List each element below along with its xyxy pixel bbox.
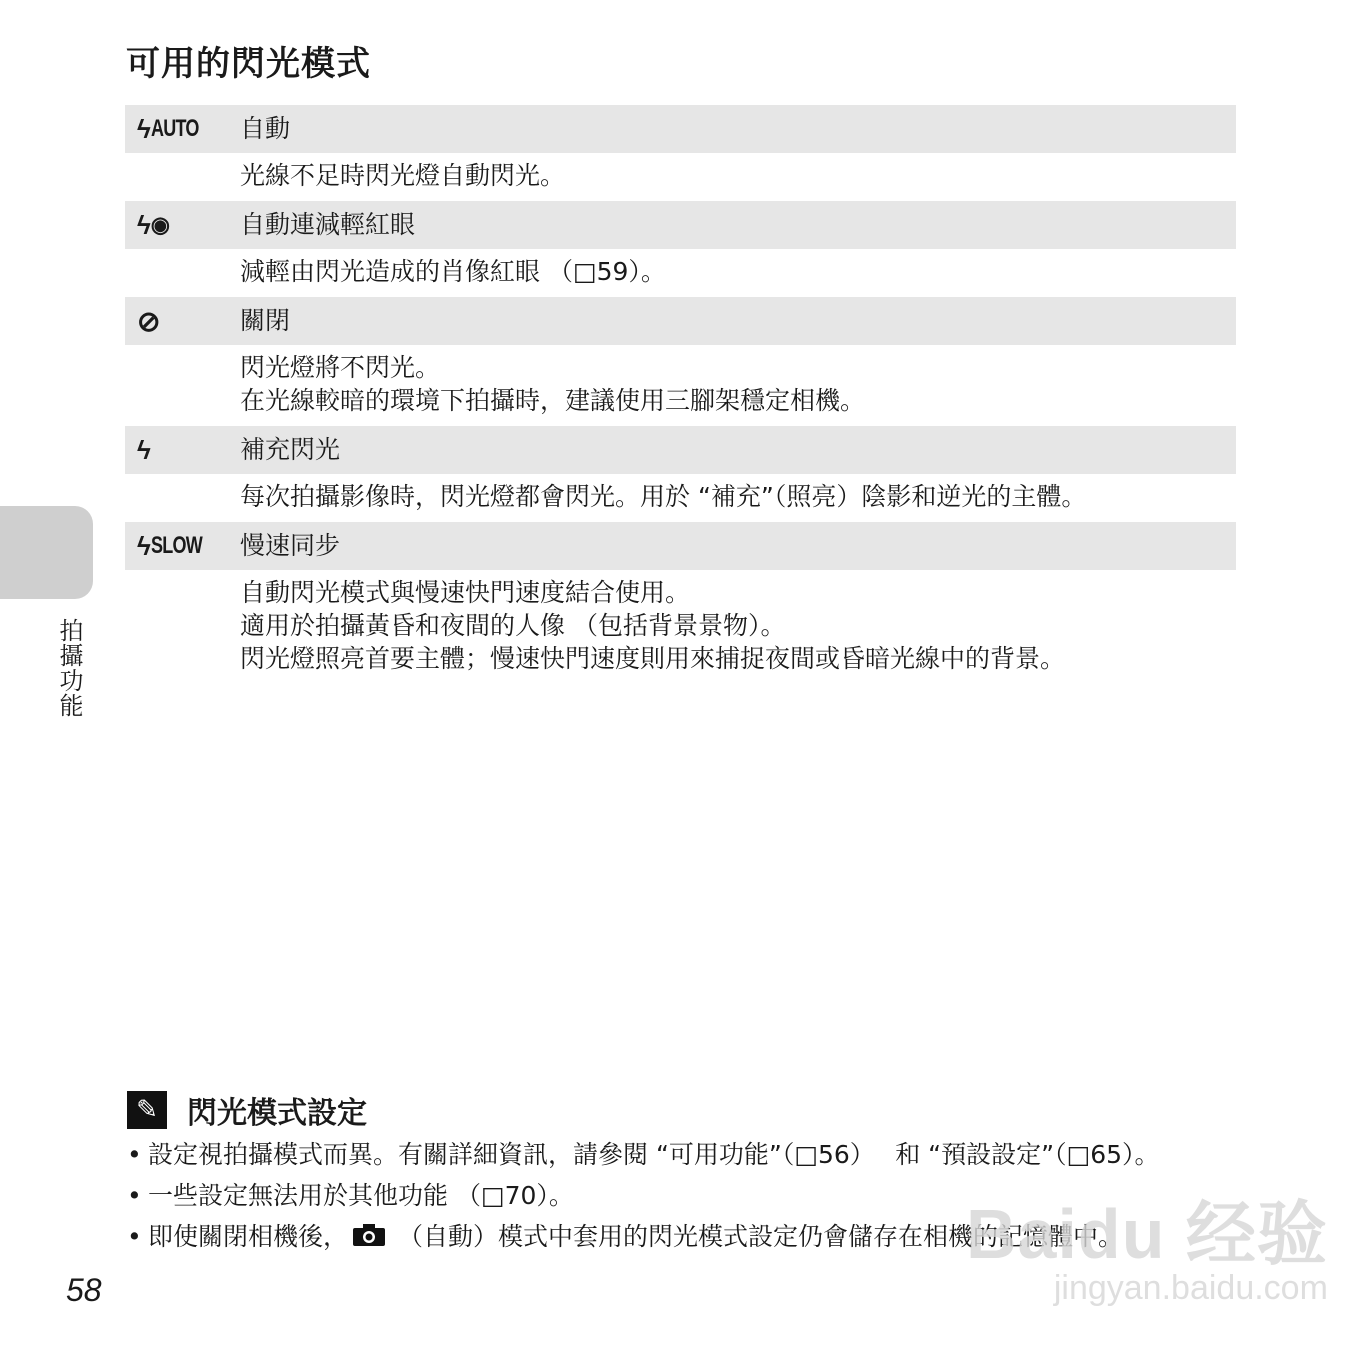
chapter-tab	[0, 506, 93, 599]
mode-row-auto	[125, 105, 1236, 201]
mode-header	[125, 297, 1236, 345]
note-pencil-icon: ✎	[127, 1091, 167, 1129]
page-title: 可用的閃光模式	[126, 44, 371, 84]
flash-fill-icon: ϟ	[137, 434, 150, 465]
mode-name: 自動	[240, 114, 291, 143]
mode-header	[125, 201, 1236, 249]
flash-auto-icon: ϟ AUTO	[137, 113, 199, 144]
mode-row-slow-sync	[125, 522, 1236, 684]
mode-description: 光線不足時閃光燈自動閃光。	[240, 161, 566, 190]
mode-row-off	[125, 297, 1236, 426]
chapter-label: 拍攝功能	[55, 618, 83, 718]
flash-red-eye-icon: ϟ ◉	[137, 209, 169, 240]
note-title	[127, 1088, 1237, 1132]
mode-description: 閃光燈將不閃光。 在光線較暗的環境下拍攝時，建議使用三腳架穩定相機。	[240, 353, 866, 415]
mode-header	[125, 522, 1236, 570]
mode-name: 慢速同步	[240, 531, 341, 560]
mode-description: 每次拍攝影像時，閃光燈都會閃光。用於 “補充”（照亮）陰影和逆光的主體。	[240, 482, 1087, 511]
note-heading: 閃光模式設定	[187, 1096, 367, 1131]
bullet-item: • 一些設定無法用於其他功能 （□70）。	[127, 1179, 1237, 1212]
camera-icon	[352, 1222, 386, 1255]
bullet-item: • 即使關閉相機後， （自動）模式中套用的閃光模式設定仍會儲存在相機的記憶體中。	[127, 1220, 1237, 1255]
mode-header	[125, 105, 1236, 153]
page-number: 58	[66, 1272, 102, 1308]
mode-name: 補充閃光	[240, 435, 341, 464]
watermark: Baidu 经验 jingyan.baidu.com	[966, 1195, 1328, 1307]
flash-off-icon: ⊘	[137, 305, 160, 337]
mode-header	[125, 426, 1236, 474]
mode-description: 減輕由閃光造成的肖像紅眼 （□59）。	[240, 257, 666, 286]
mode-row-red-eye	[125, 201, 1236, 297]
mode-description: 自動閃光模式與慢速快門速度結合使用。 適用於拍攝黃昏和夜間的人像 （包括背景景物）。 閃光燈照亮首要主體；慢速快門速度則用來捕捉夜間或昏暗光線中的背景。	[240, 578, 1066, 673]
flash-slow-sync-icon: ϟ SLOW	[137, 530, 202, 561]
bullet-item: • 設定視拍攝模式而異。有關詳細資訊，請參閱 “可用功能”（□56） 和 “預設設定”（□65）。	[127, 1138, 1237, 1171]
mode-row-fill	[125, 426, 1236, 522]
mode-name: 關閉	[240, 306, 291, 335]
flash-mode-table	[125, 105, 1236, 684]
mode-name: 自動連減輕紅眼	[240, 210, 416, 239]
